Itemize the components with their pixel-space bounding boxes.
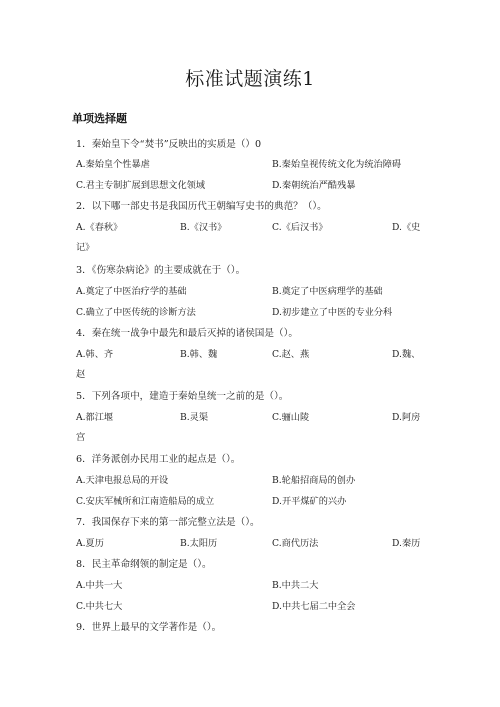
question-6: 6．洋务派创办民用工业的起点是（）。 xyxy=(76,454,241,465)
q6-option-c: C.安庆军械所和江南造船局的成立 xyxy=(76,496,215,507)
question-4: 4．秦在统一战争中最先和最后灭掉的诸侯国是（）。 xyxy=(76,328,298,339)
q2-option-b: B.《汉书》 xyxy=(180,222,227,233)
q5-option-a: A.都江堰 xyxy=(76,412,114,423)
question-2: 2．以下哪一部史书是我国历代王朝编写史书的典范？（）。 xyxy=(76,201,327,212)
q8-option-c: C.中共七大 xyxy=(76,601,123,612)
q3-option-c: C.确立了中医传统的诊断方法 xyxy=(76,307,196,318)
question-3: 3．《伤寒杂病论》的主要成就在于（）。 xyxy=(76,265,246,276)
question-8: 8．民主革命纲领的制定是（）。 xyxy=(76,559,212,570)
q3-option-d: D.初步建立了中医的专业分科 xyxy=(272,307,393,318)
question-1: 1．秦始皇下令“焚书”反映出的实质是（）0 xyxy=(76,139,262,150)
q2-option-c: C.《后汉书》 xyxy=(272,222,328,233)
q4-option-b: B.韩、魏 xyxy=(180,349,218,360)
question-7: 7．我国保存下来的第一部完整立法是（）。 xyxy=(76,517,260,528)
q6-option-a: A.天津电报总局的开设 xyxy=(76,475,169,486)
q3-option-a: A.奠定了中医治疗学的基础 xyxy=(76,286,187,297)
q7-option-d: D.秦历 xyxy=(392,538,421,549)
q2-option-d-wrap: 记》 xyxy=(76,242,95,253)
q5-option-b: B.灵渠 xyxy=(180,412,209,423)
q1-option-b: B.秦始皇视传统文化为统治障碍 xyxy=(272,159,402,170)
q1-option-c: C.君主专制扩展到思想文化领域 xyxy=(76,180,206,191)
q2-option-a: A.《春秋》 xyxy=(76,222,123,233)
q1-option-a: A.秦始皇个性暴虐 xyxy=(76,159,150,170)
q2-option-d: D.《史 xyxy=(392,222,421,233)
q8-option-d: D.中共七届二中全会 xyxy=(272,601,356,612)
q7-option-b: B.太阳历 xyxy=(180,538,218,549)
q6-option-b: B.轮船招商局的创办 xyxy=(272,475,356,486)
q7-option-c: C.商代历法 xyxy=(272,538,319,549)
q5-option-d: D.阿房 xyxy=(392,412,421,423)
q4-option-d: D.魏、 xyxy=(392,349,421,360)
question-5: 5．下列各项中，建造于秦始皇统一之前的是（）。 xyxy=(76,391,289,402)
q5-option-c: C.骊山陵 xyxy=(272,412,310,423)
q5-option-d-wrap: 宫 xyxy=(76,432,86,443)
q6-option-d: D.开平煤矿的兴办 xyxy=(272,496,347,507)
page-title: 标准试题演练1 xyxy=(185,68,315,90)
q1-option-d: D.秦朝统治严酷残暴 xyxy=(272,180,356,191)
q8-option-a: A.中共一大 xyxy=(76,580,123,591)
section-heading: 单项选择题 xyxy=(72,112,127,125)
q4-option-c: C.赵、燕 xyxy=(272,349,310,360)
q8-option-b: B.中共二大 xyxy=(272,580,319,591)
q3-option-b: B.奠定了中医病理学的基础 xyxy=(272,286,383,297)
q4-option-a: A.韩、齐 xyxy=(76,349,114,360)
question-9: 9．世界上最早的文学著作是（）。 xyxy=(76,622,222,633)
q4-option-d-wrap: 赵 xyxy=(76,369,86,380)
q7-option-a: A.夏历 xyxy=(76,538,104,549)
